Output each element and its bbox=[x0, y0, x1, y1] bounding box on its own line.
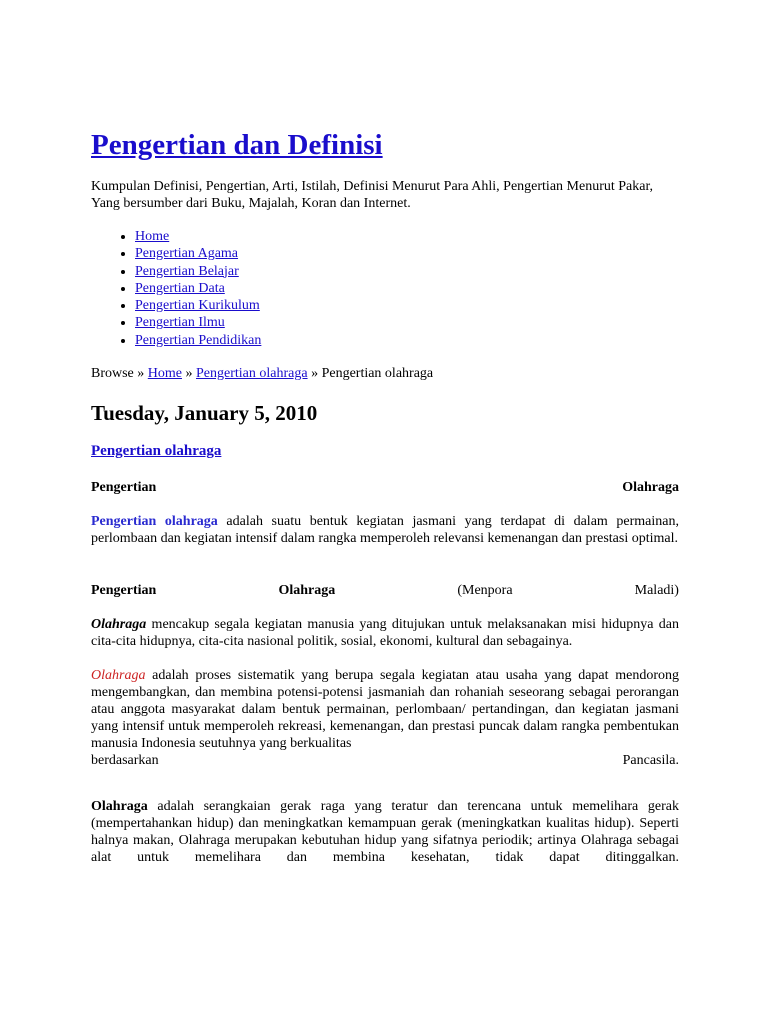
breadcrumb bbox=[91, 365, 679, 382]
breadcrumb-separator: » bbox=[185, 366, 193, 382]
paragraph-1 bbox=[91, 513, 679, 547]
nav-link-kurikulum[interactable]: Pengertian Kurikulum bbox=[135, 298, 260, 314]
paragraph-3-lead: Olahraga bbox=[91, 668, 146, 684]
nav-item-data bbox=[135, 280, 679, 297]
breadcrumb-category-link[interactable]: Pengertian olahraga bbox=[196, 366, 308, 382]
nav-link-home[interactable]: Home bbox=[135, 229, 170, 244]
page-content bbox=[91, 128, 679, 866]
paragraph-2-text: mencakup segala kegiatan manusia yang ditujukan untuk melaksanakan misi hidupnya dan cita-cita hidupnya, cita-cita nasional politik, sosial, ekonomi, kultural dan sebagainya. bbox=[91, 617, 679, 650]
section-heading-2 bbox=[91, 582, 679, 599]
nav-item-kurikulum bbox=[135, 297, 679, 314]
nav-link-pendidikan[interactable]: Pengertian Pendidikan bbox=[135, 332, 262, 348]
section-heading-2-word-3: (Menpora bbox=[457, 583, 513, 599]
paragraph-1-lead: Pengertian olahraga bbox=[91, 514, 218, 530]
site-title bbox=[91, 128, 679, 162]
nav-link-data[interactable]: Pengertian Data bbox=[135, 280, 225, 296]
breadcrumb-separator: » bbox=[311, 366, 319, 382]
paragraph-4-lead: Olahraga bbox=[91, 799, 148, 815]
section-heading-1-left: Pengertian bbox=[91, 480, 157, 496]
nav-menu bbox=[91, 228, 679, 349]
nav-item-belajar bbox=[135, 263, 679, 280]
paragraph-3-last-left: berdasarkan bbox=[91, 753, 159, 769]
nav-link-belajar[interactable]: Pengertian Belajar bbox=[135, 263, 239, 279]
breadcrumb-home-link[interactable]: Home bbox=[147, 366, 182, 382]
paragraph-3 bbox=[91, 667, 679, 752]
section-heading-2-word-4: Maladi) bbox=[634, 583, 679, 599]
nav-link-ilmu[interactable]: Pengertian Ilmu bbox=[135, 315, 225, 331]
paragraph-3-last-line bbox=[91, 752, 679, 769]
section-heading-1-right: Olahraga bbox=[622, 480, 679, 496]
nav-item-ilmu bbox=[135, 314, 679, 331]
site-title-link[interactable]: Pengertian dan Definisi bbox=[91, 129, 383, 161]
nav-item-agama bbox=[135, 245, 679, 262]
paragraph-4 bbox=[91, 798, 679, 866]
paragraph-1-text: adalah suatu bentuk kegiatan jasmani yang terdapat di dalam permainan, perlombaan dan kegiatan intensif dalam rangka memperoleh relevansi kemenangan dan prestasi optimal. bbox=[91, 514, 679, 547]
site-tagline: Kumpulan Definisi, Pengertian, Arti, Istilah, Definisi Menurut Para Ahli, Pengertian Menurut Pakar, Yang bersumber dari Buku, Majalah, Koran dan Internet. bbox=[91, 179, 654, 211]
paragraph-3-last-right: Pancasila. bbox=[622, 753, 679, 769]
breadcrumb-current: Pengertian olahraga bbox=[321, 366, 434, 382]
paragraph-2 bbox=[91, 616, 679, 650]
nav-item-home bbox=[135, 228, 679, 245]
section-heading-2-word-2: Olahraga bbox=[278, 583, 336, 599]
section-heading-1 bbox=[91, 479, 679, 496]
section-heading-2-word-1: Pengertian bbox=[91, 583, 157, 599]
paragraph-2-lead: Olahraga bbox=[91, 617, 147, 633]
breadcrumb-prefix: Browse » bbox=[91, 366, 145, 382]
post-title-link[interactable]: Pengertian olahraga bbox=[91, 443, 222, 460]
paragraph-4-text: adalah serangkaian gerak raga yang teratur dan terencana untuk memelihara gerak (mempertahankan hidup) dan meningkatkan kemampuan gerak (meningkatkan kualitas hidup). Seperti halnya makan, Olahraga merupakan kebutuhan hidup yang sifatnya periodik; artinya Olahraga sebagai alat untuk memelihara dan membina kesehatan, tidak dapat ditinggalkan. bbox=[91, 799, 679, 866]
paragraph-3-text: adalah proses sistematik yang berupa segala kegiatan atau usaha yang dapat mendorong mengembangkan, dan membina potensi-potensi jasmaniah dan rohaniah seseorang sebagai perorangan atau anggota masyarakat dalam bentuk permainan, perlombaan/ pertandingan, dan kegiatan jasmani yang intensif untuk memperoleh rekreasi, kemenangan, dan prestasi puncak dalam rangka pembentukan manusia Indonesia seutuhnya yang berkualitas bbox=[91, 668, 679, 752]
nav-link-agama[interactable]: Pengertian Agama bbox=[135, 246, 239, 262]
post-title bbox=[91, 442, 679, 461]
post-date: Tuesday, January 5, 2010 bbox=[91, 401, 318, 426]
nav-item-pendidikan bbox=[135, 332, 679, 349]
